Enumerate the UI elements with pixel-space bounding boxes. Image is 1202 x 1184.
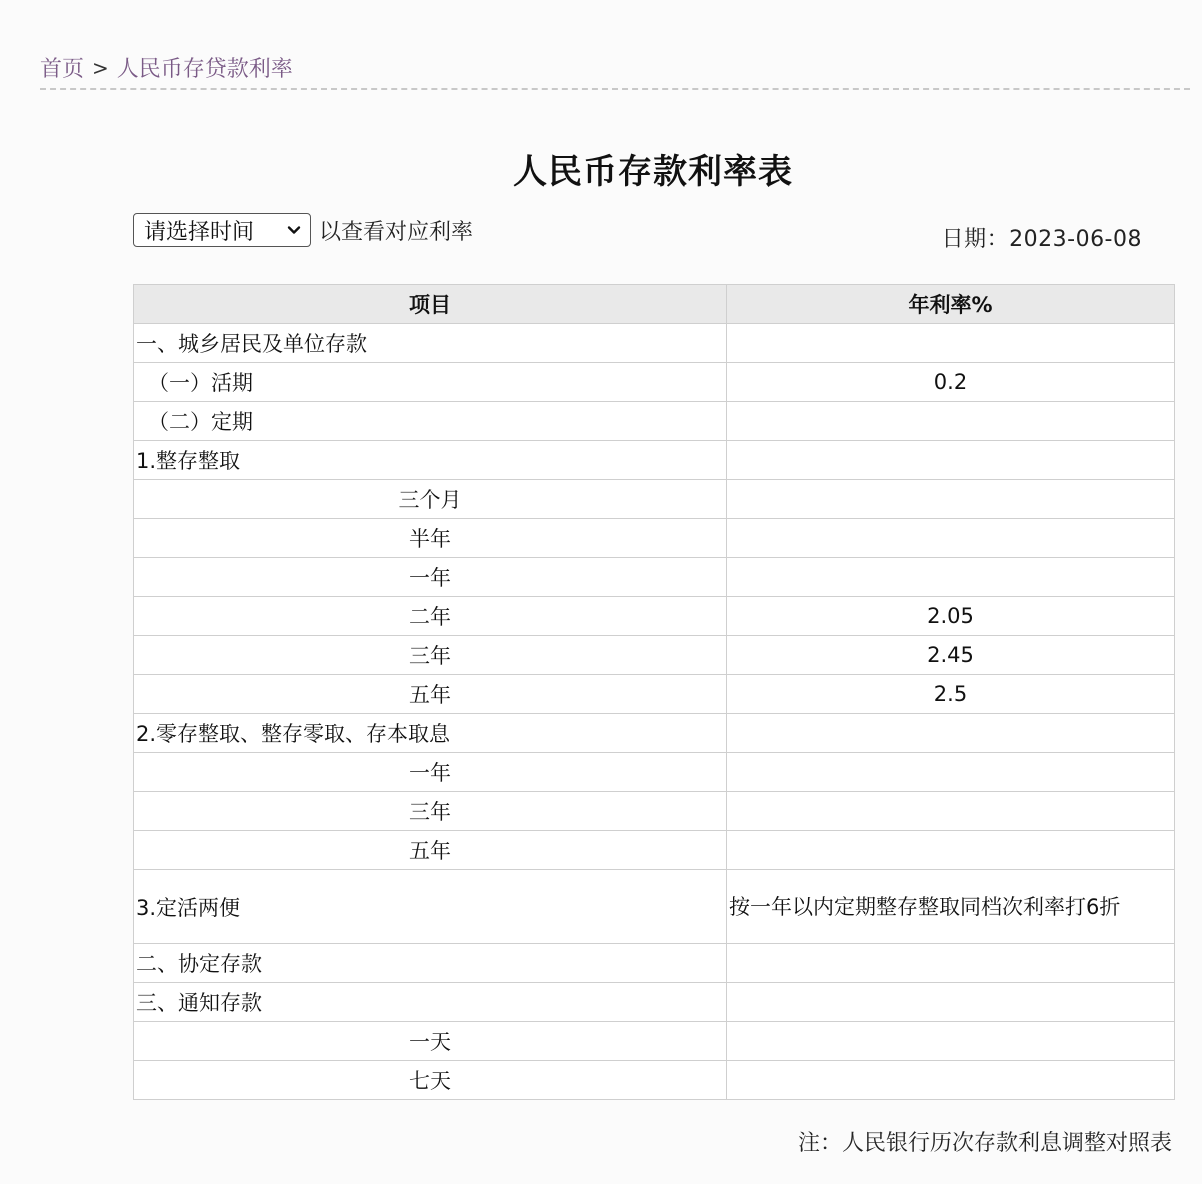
table-row: [134, 636, 1175, 675]
row-item-cell: 一年: [134, 753, 727, 792]
select-hint: 以查看对应利率: [319, 219, 474, 245]
table-row: [134, 870, 1175, 944]
table-header-row: [134, 285, 1175, 324]
table-row: [134, 441, 1175, 480]
row-rate-cell: 2.05: [727, 597, 1175, 636]
row-rate-cell: 按一年以内定期整存整取同档次利率打6折: [727, 870, 1175, 944]
table-row: [134, 402, 1175, 441]
row-rate-cell: [727, 792, 1175, 831]
row-rate-cell: 0.2: [727, 363, 1175, 402]
row-item-cell: 三年: [134, 792, 727, 831]
table-row: [134, 519, 1175, 558]
row-item-cell: 五年: [134, 675, 727, 714]
breadcrumb-divider: [40, 88, 1190, 90]
date-controls: [133, 213, 473, 247]
page-title: 人民币存款利率表: [513, 152, 793, 192]
table-row: [134, 714, 1175, 753]
row-item-cell: 二、协定存款: [134, 944, 727, 983]
table-row: [134, 363, 1175, 402]
chevron-down-icon: [286, 222, 302, 238]
table-row: [134, 792, 1175, 831]
table-row: [134, 831, 1175, 870]
row-rate-cell: [727, 944, 1175, 983]
table-row: [134, 944, 1175, 983]
row-rate-cell: [727, 519, 1175, 558]
table-row: [134, 753, 1175, 792]
row-item-cell: （一）活期: [134, 363, 727, 402]
table-row: [134, 983, 1175, 1022]
breadcrumb-current: 人民币存贷款利率: [116, 57, 293, 82]
table-row: [134, 324, 1175, 363]
row-item-cell: 三年: [134, 636, 727, 675]
breadcrumb-separator: >: [92, 55, 109, 80]
column-header-item: 项目: [134, 285, 727, 324]
table-row: [134, 675, 1175, 714]
row-rate-cell: [727, 831, 1175, 870]
row-rate-cell: 2.5: [727, 675, 1175, 714]
breadcrumb: [40, 52, 293, 83]
row-rate-cell: [727, 324, 1175, 363]
row-item-cell: 三个月: [134, 480, 727, 519]
row-item-cell: 3.定活两便: [134, 870, 727, 944]
table-row: [134, 1022, 1175, 1061]
row-rate-cell: [727, 402, 1175, 441]
row-rate-cell: [727, 753, 1175, 792]
row-rate-cell: [727, 1022, 1175, 1061]
date-select[interactable]: [133, 213, 311, 247]
row-item-cell: 2.零存整取、整存零取、存本取息: [134, 714, 727, 753]
table-row: [134, 558, 1175, 597]
row-item-cell: 一、城乡居民及单位存款: [134, 324, 727, 363]
row-item-cell: 半年: [134, 519, 727, 558]
row-rate-cell: [727, 714, 1175, 753]
row-item-cell: 七天: [134, 1061, 727, 1100]
row-item-cell: 二年: [134, 597, 727, 636]
row-rate-cell: [727, 480, 1175, 519]
rate-history-link[interactable]: 注：人民银行历次存款利息调整对照表: [797, 1131, 1172, 1156]
breadcrumb-home-link[interactable]: 首页: [40, 57, 85, 82]
row-rate-cell: [727, 558, 1175, 597]
deposit-rate-table: [133, 284, 1175, 1100]
row-rate-cell: [727, 983, 1175, 1022]
table-row: [134, 480, 1175, 519]
row-item-cell: 三、通知存款: [134, 983, 727, 1022]
row-item-cell: 一年: [134, 558, 727, 597]
row-rate-cell: [727, 441, 1175, 480]
row-item-cell: 一天: [134, 1022, 727, 1061]
row-rate-cell: 2.45: [727, 636, 1175, 675]
effective-date: 日期：2023-06-08: [941, 227, 1142, 252]
row-item-cell: 1.整存整取: [134, 441, 727, 480]
row-item-cell: 五年: [134, 831, 727, 870]
table-row: [134, 597, 1175, 636]
column-header-rate: 年利率%: [727, 285, 1175, 324]
date-select-value: 请选择时间: [144, 219, 255, 245]
table-row: [134, 1061, 1175, 1100]
row-rate-cell: [727, 1061, 1175, 1100]
row-item-cell: （二）定期: [134, 402, 727, 441]
